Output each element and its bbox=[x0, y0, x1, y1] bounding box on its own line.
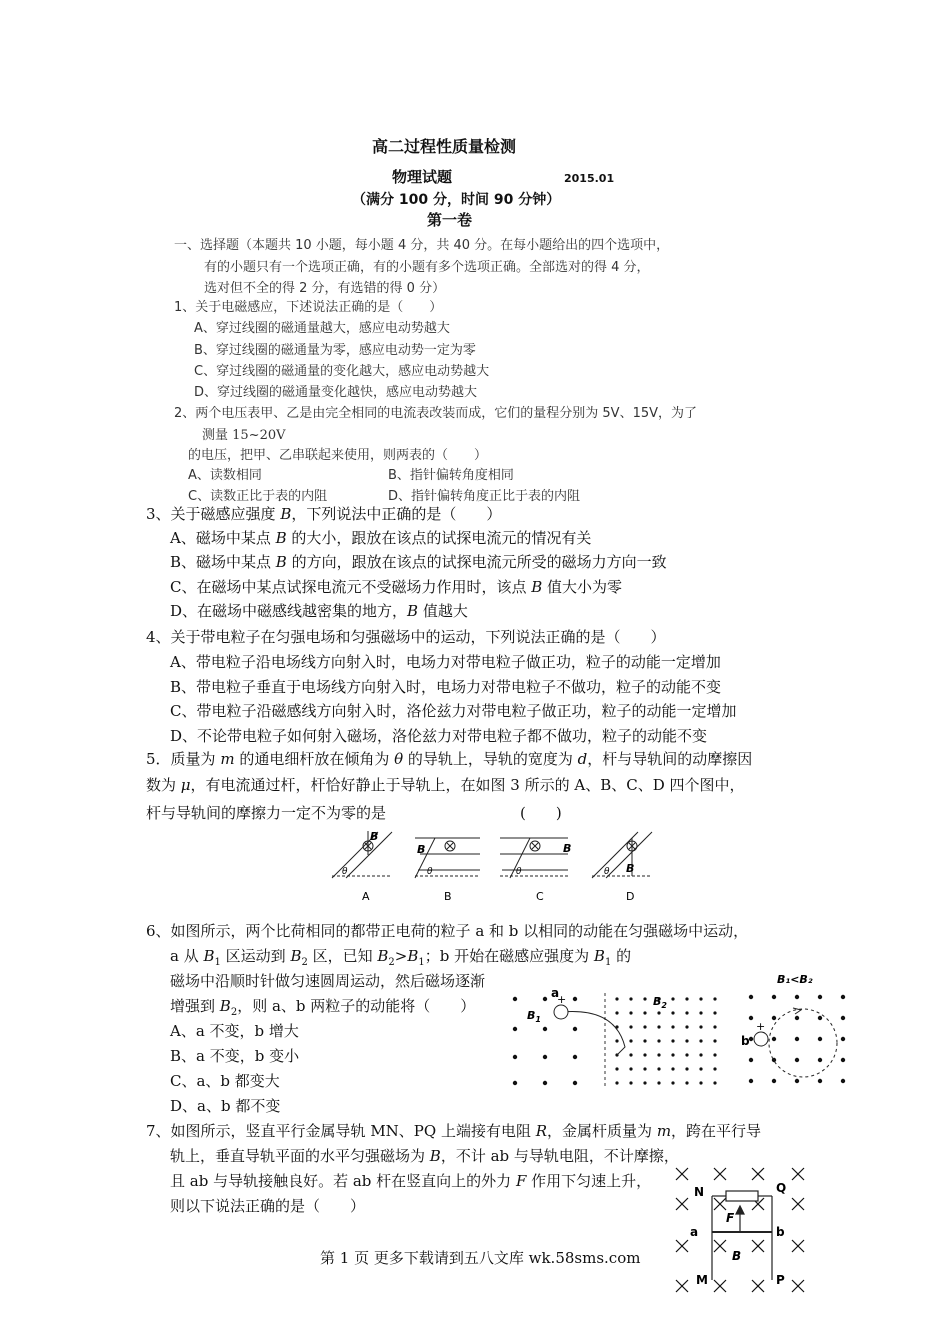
field-dot bbox=[841, 1016, 845, 1020]
field-dot bbox=[772, 1016, 776, 1020]
q5-fig-b-b-label: B bbox=[417, 843, 426, 856]
field-dot bbox=[699, 1053, 702, 1056]
q6-label-b1: $B_1$ bbox=[527, 1009, 541, 1024]
q6-plus-a: + bbox=[557, 993, 567, 1006]
field-dot bbox=[543, 997, 547, 1001]
volume-title: 第一卷 bbox=[427, 211, 473, 229]
field-dot bbox=[643, 1039, 646, 1042]
section-instructions-line3: 选对但不全的得 2 分，有选错的得 0 分） bbox=[204, 281, 446, 296]
section-instructions-line2: 有的小题只有一个选项正确，有的小题有多个选项正确。全部选对的得 4 分， bbox=[204, 260, 650, 275]
field-dot bbox=[657, 1011, 660, 1014]
field-dot bbox=[671, 1053, 674, 1056]
q4-option-d: D、不论带电粒子如何射入磁场，洛伦兹力对带电粒子都不做功，粒子的动能不变 bbox=[170, 727, 708, 745]
field-dot bbox=[643, 1025, 646, 1028]
q1-option-a: A、穿过线圈的磁通量越大，感应电动势越大 bbox=[194, 321, 450, 336]
field-dot bbox=[841, 1037, 845, 1041]
q1-stem: 1、关于电磁感应，下述说法正确的是（ ） bbox=[174, 300, 443, 315]
q1-option-c: C、穿过线圈的磁通量的变化越大，感应电动势越大 bbox=[194, 364, 490, 379]
q7-label-a: a bbox=[690, 1225, 699, 1239]
q2-option-c: C、读数正比于表的内阻 bbox=[188, 489, 328, 504]
field-dot bbox=[671, 997, 674, 1000]
field-dot bbox=[513, 1055, 517, 1059]
q6-option-c: C、a、b 都变大 bbox=[170, 1072, 280, 1090]
field-dot bbox=[713, 1067, 716, 1070]
field-dot bbox=[795, 1016, 799, 1020]
field-dot bbox=[818, 1016, 822, 1020]
field-dot bbox=[685, 1053, 688, 1056]
field-dot bbox=[795, 1058, 799, 1062]
q5-line1: 5．质量为 m 的通电细杆放在倾角为 θ 的导轨上，导轨的宽度为 d，杆与导轨间的动摩擦因 bbox=[146, 750, 753, 768]
field-dot bbox=[573, 1081, 577, 1085]
field-dot bbox=[629, 1025, 632, 1028]
field-dot bbox=[657, 1053, 660, 1056]
field-dot bbox=[629, 1011, 632, 1014]
field-dot bbox=[573, 1055, 577, 1059]
q3-option-c: C、在磁场中某点试探电流元不受磁场力作用时，该点 B 值大小为零 bbox=[170, 578, 623, 596]
q5-line3: 杆与导轨间的摩擦力一定不为零的是 bbox=[146, 804, 387, 822]
field-dot bbox=[513, 1027, 517, 1031]
field-dot bbox=[671, 1025, 674, 1028]
q5-fig-c bbox=[500, 838, 568, 878]
field-dot bbox=[713, 997, 716, 1000]
field-dot bbox=[573, 997, 577, 1001]
q6-label-b2: $B_2$ bbox=[653, 995, 667, 1010]
field-dot bbox=[699, 1081, 702, 1084]
exam-date: 2015.01 bbox=[564, 172, 615, 185]
q5-fig-a-theta: θ bbox=[342, 867, 348, 877]
field-dot bbox=[657, 1025, 660, 1028]
q5-answer-paren: ( ) bbox=[520, 804, 562, 822]
field-dot bbox=[643, 1011, 646, 1014]
field-dot bbox=[671, 1081, 674, 1084]
q3-stem: 3、关于磁感应强度 B，下列说法中正确的是（ ） bbox=[146, 505, 502, 523]
q5-fig-c-label: C bbox=[536, 890, 544, 903]
q2-option-d: D、指针偏转角度正比于表的内阻 bbox=[388, 489, 581, 504]
field-dot bbox=[713, 1053, 716, 1056]
field-dot bbox=[629, 1053, 632, 1056]
q5-fig-b-label: B bbox=[444, 890, 452, 903]
q6-orbit-b bbox=[769, 1009, 837, 1077]
section-instructions-line1: 一、选择题（本题共 10 小题，每小题 4 分，共 40 分。在每小题给出的四个选项中， bbox=[174, 238, 670, 253]
field-dot bbox=[841, 1079, 845, 1083]
q3-option-a: A、磁场中某点 B 的大小，跟放在该点的试探电流元的情况有关 bbox=[170, 529, 592, 547]
q7-label-p: P bbox=[776, 1273, 785, 1287]
q2-option-b: B、指针偏转角度相同 bbox=[388, 468, 514, 483]
field-dot bbox=[643, 997, 646, 1000]
field-dot bbox=[685, 997, 688, 1000]
q6-label-b: b bbox=[741, 1034, 750, 1048]
q6-particle-b bbox=[754, 1032, 768, 1046]
field-dot bbox=[513, 997, 517, 1001]
q4-option-a: A、带电粒子沿电场线方向射入时，电场力对带电粒子做正功，粒子的动能一定增加 bbox=[170, 653, 721, 671]
field-dot bbox=[772, 1079, 776, 1083]
q5-line2: 数为 μ，有电流通过杆，杆恰好静止于导轨上，在如图 3 所示的 A、B、C、D 四个图中， bbox=[146, 776, 745, 794]
field-dot bbox=[749, 1058, 753, 1062]
q5-fig-b-theta: θ bbox=[427, 867, 433, 877]
field-dot bbox=[629, 1081, 632, 1084]
q6-line3: 磁场中沿顺时针做匀速圆周运动，然后磁场逐渐 bbox=[170, 972, 486, 990]
field-dot bbox=[615, 1039, 618, 1042]
field-dot bbox=[671, 1067, 674, 1070]
q7-line4: 则以下说法正确的是（ ） bbox=[170, 1197, 366, 1215]
field-dot bbox=[699, 1025, 702, 1028]
field-dot bbox=[685, 1067, 688, 1070]
field-dot bbox=[841, 1058, 845, 1062]
field-dot bbox=[657, 1067, 660, 1070]
q7-line2: 轨上，垂直导轨平面的水平匀强磁场为 B，不计 ab 与导轨电阻，不计摩擦， bbox=[170, 1147, 679, 1165]
q7-line3: 且 ab 与导轨接触良好。若 ab 杆在竖直向上的外力 F 作用下匀速上升， bbox=[170, 1172, 652, 1190]
field-dot bbox=[615, 997, 618, 1000]
field-dot bbox=[713, 1011, 716, 1014]
field-dot bbox=[671, 1011, 674, 1014]
field-dot bbox=[573, 1027, 577, 1031]
q5-figure bbox=[320, 828, 660, 908]
field-dot bbox=[795, 995, 799, 999]
q5-fig-a-label: A bbox=[362, 890, 370, 903]
field-dot bbox=[772, 995, 776, 999]
q6-line2: a 从 $B_1$ 区运动到 $B_2$ 区，已知 $B_2>B_1$；b 开始在磁感应强度为 $B_1$ 的 bbox=[170, 947, 632, 968]
q6-figure bbox=[505, 975, 855, 1090]
q5-fig-a-b-label: B bbox=[370, 830, 379, 843]
q2-option-a: A、读数相同 bbox=[188, 468, 262, 483]
q6-line1: 6、如图所示，两个比荷相同的都带正电荷的粒子 a 和 b 以相同的动能在匀强磁场中运动， bbox=[146, 922, 749, 940]
field-dot bbox=[615, 1011, 618, 1014]
q6-trajectory-a bbox=[561, 1011, 625, 1055]
field-dot bbox=[713, 1039, 716, 1042]
q7-label-b: b bbox=[776, 1225, 785, 1239]
q5-fig-c-b-label: B bbox=[563, 842, 572, 855]
field-dot bbox=[629, 1039, 632, 1042]
field-dot bbox=[699, 1011, 702, 1014]
field-dot bbox=[615, 1081, 618, 1084]
field-dot bbox=[643, 1067, 646, 1070]
q2-stem-cont: 的电压，把甲、乙串联起来使用，则两表的（ ） bbox=[188, 448, 488, 463]
q5-fig-d-b-label: B bbox=[626, 862, 635, 875]
q4-option-c: C、带电粒子沿磁感线方向射入时，洛伦兹力对带电粒子做正功，粒子的动能一定增加 bbox=[170, 702, 737, 720]
q6-plus-b: + bbox=[756, 1020, 766, 1033]
q5-fig-d bbox=[592, 832, 652, 878]
field-dot bbox=[629, 997, 632, 1000]
q4-stem: 4、关于带电粒子在匀强电场和匀强磁场中的运动，下列说法正确的是（ ） bbox=[146, 628, 666, 646]
field-dot bbox=[513, 1081, 517, 1085]
q7-label-bfield: B bbox=[732, 1249, 742, 1263]
q6-label-a: a bbox=[551, 986, 560, 1000]
q3-option-d: D、在磁场中磁感线越密集的地方，B 值越大 bbox=[170, 602, 468, 620]
q6-particle-a bbox=[554, 1005, 568, 1019]
field-dot bbox=[699, 997, 702, 1000]
field-dot bbox=[713, 1081, 716, 1084]
field-dot bbox=[699, 1039, 702, 1042]
q5-fig-d-theta: θ bbox=[604, 867, 610, 877]
q6-line4: 增强到 $B_2$，则 a、b 两粒子的动能将（ ） bbox=[170, 997, 476, 1018]
field-dot bbox=[699, 1067, 702, 1070]
field-dot bbox=[685, 1081, 688, 1084]
field-dot bbox=[818, 1079, 822, 1083]
field-dot bbox=[615, 1067, 618, 1070]
subject-title: 物理试题 bbox=[392, 168, 453, 186]
q4-option-b: B、带电粒子垂直于电场线方向射入时，电场力对带电粒子不做功，粒子的动能不变 bbox=[170, 678, 722, 696]
field-dot bbox=[818, 1058, 822, 1062]
q2-stem: 2、两个电压表甲、乙是由完全相同的电流表改装而成，它们的量程分别为 5V、15V，为了 bbox=[174, 406, 698, 421]
field-dot bbox=[795, 1037, 799, 1041]
field-dot bbox=[749, 995, 753, 999]
q3-option-b: B、磁场中某点 B 的方向，跟放在该点的试探电流元所受的磁场力方向一致 bbox=[170, 553, 667, 571]
field-dot bbox=[749, 1016, 753, 1020]
q2-stem-range: 测量 15~20V bbox=[202, 428, 286, 443]
q6-option-d: D、a、b 都不变 bbox=[170, 1097, 281, 1115]
field-dot bbox=[543, 1027, 547, 1031]
field-dot bbox=[543, 1055, 547, 1059]
field-dot bbox=[643, 1053, 646, 1056]
field-dot bbox=[818, 1037, 822, 1041]
field-dot bbox=[657, 1081, 660, 1084]
field-dot bbox=[543, 1081, 547, 1085]
field-dot bbox=[643, 1081, 646, 1084]
page-footer: 第 1 页 更多下载请到五八文库 wk.58sms.com bbox=[320, 1249, 641, 1267]
q6-label-relation: B₁<B₂ bbox=[777, 973, 813, 986]
q1-option-d: D、穿过线圈的磁通量变化越快，感应电动势越大 bbox=[194, 385, 478, 400]
field-dot bbox=[841, 995, 845, 999]
score-info: （满分 100 分，时间 90 分钟） bbox=[352, 192, 561, 208]
q5-fig-d-label: D bbox=[626, 890, 635, 903]
q7-label-q: Q bbox=[776, 1181, 787, 1195]
field-dot bbox=[772, 1037, 776, 1041]
q7-label-n: N bbox=[694, 1185, 705, 1199]
q7-label-f: F bbox=[726, 1211, 735, 1225]
field-dot bbox=[795, 1079, 799, 1083]
q7-figure bbox=[668, 1160, 818, 1300]
q6-option-b: B、a 不变，b 变小 bbox=[170, 1047, 300, 1065]
field-dot bbox=[749, 1079, 753, 1083]
field-dot bbox=[685, 1025, 688, 1028]
field-dot bbox=[818, 995, 822, 999]
q5-fig-a bbox=[332, 831, 392, 878]
q5-fig-c-theta: θ bbox=[516, 867, 522, 877]
field-dot bbox=[713, 1025, 716, 1028]
field-dot bbox=[657, 1039, 660, 1042]
field-dot bbox=[685, 1039, 688, 1042]
field-dot bbox=[671, 1039, 674, 1042]
page-title: 高二过程性质量检测 bbox=[372, 137, 517, 156]
q7-resistor bbox=[726, 1191, 758, 1201]
q7-line1: 7、如图所示，竖直平行金属导轨 MN、PQ 上端接有电阻 R，金属杆质量为 m，跨在平行导 bbox=[146, 1122, 762, 1140]
q1-option-b: B、穿过线圈的磁通量为零，感应电动势一定为零 bbox=[194, 343, 476, 358]
field-dot bbox=[685, 1011, 688, 1014]
q7-label-m: M bbox=[696, 1273, 708, 1287]
field-dot bbox=[629, 1067, 632, 1070]
q6-option-a: A、a 不变，b 增大 bbox=[170, 1022, 299, 1040]
